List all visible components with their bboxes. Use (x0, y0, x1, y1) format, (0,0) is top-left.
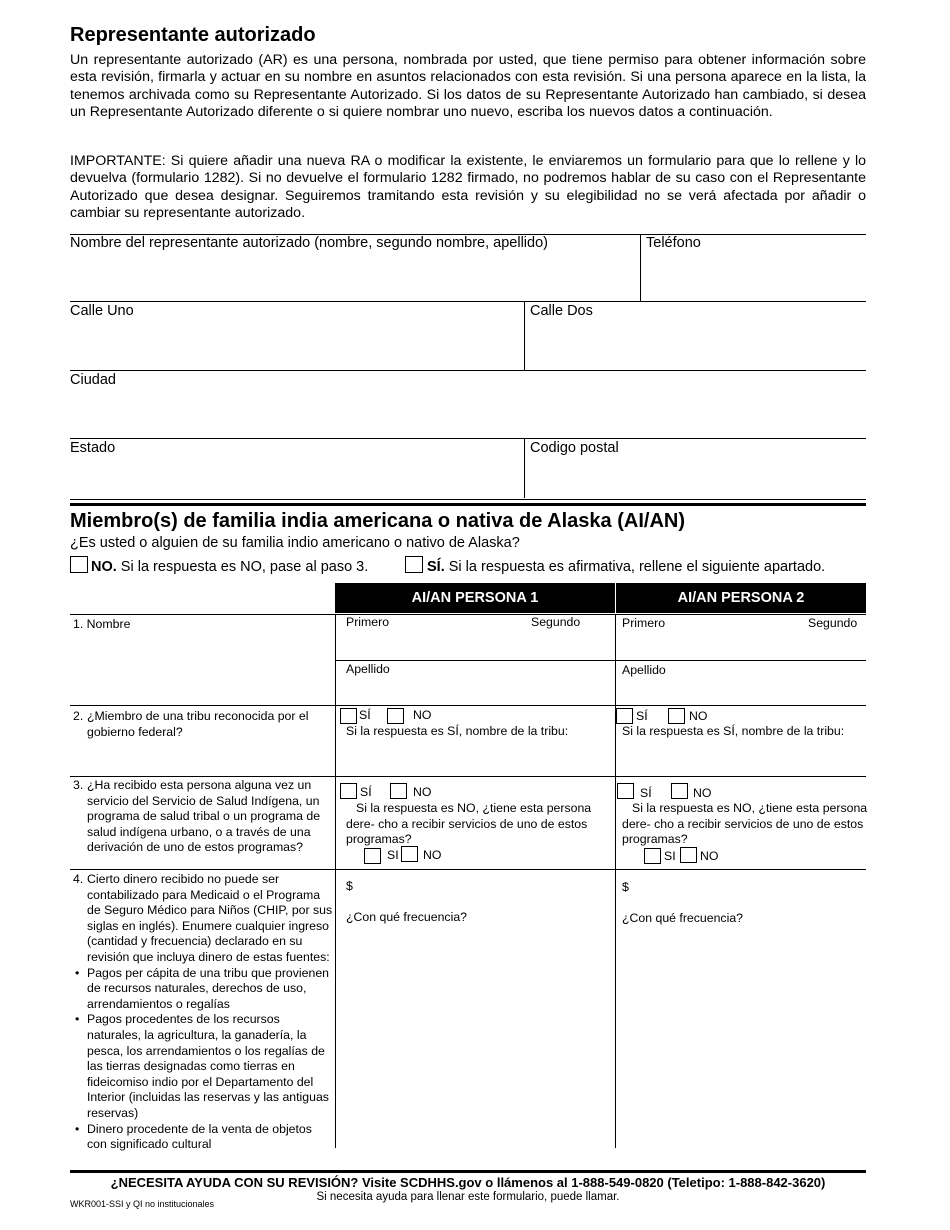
q2-label (73, 709, 335, 740)
p1-eligible-si-checkbox[interactable] (364, 848, 381, 864)
footer-help-line: ¿NECESITA AYUDA CON SU REVISIÓN? Visite SCDHHS.gov o llámenos al 1-888-549-0820 (Teletipo: 1-888-842-3620) (110, 1175, 826, 1190)
p1-frequency-label: ¿Con qué frecuencia? (346, 910, 467, 924)
city-field[interactable] (70, 391, 864, 436)
p2-last-name-input[interactable] (620, 678, 864, 704)
q2-text: ¿Miembro de una tribu reconocida por el gobierno federal? (87, 709, 309, 739)
q1-label: 1. Nombre (73, 617, 131, 631)
p2-eligible-si-checkbox[interactable] (644, 848, 661, 864)
divider (524, 301, 525, 370)
aian-yes-text: Si la respuesta es afirmativa, rellene el siguiente apartado. (444, 559, 826, 575)
divider (70, 499, 866, 500)
p2-tribe-prompt: Si la respuesta es SÍ, nombre de la tribu: (622, 724, 845, 738)
p2-ihs-si-label: SÍ (640, 786, 652, 800)
persona1-header: AI/AN PERSONA 1 (335, 583, 615, 613)
aian-yes-option (427, 559, 825, 575)
aian-no-text: Si la respuesta es NO, pase al paso 3. (116, 559, 369, 575)
p1-ihs-no-checkbox[interactable] (390, 783, 407, 799)
p2-ihs-no-label: NO (693, 786, 712, 800)
divider (335, 614, 336, 1148)
p1-tribe-prompt: Si la respuesta es SÍ, nombre de la tribu: (346, 724, 569, 738)
p2-tribe-no-checkbox[interactable] (668, 708, 685, 724)
q4-bullet: • Dinero procedente de la venta de objetos con significado cultural (75, 1121, 312, 1152)
divider (524, 438, 525, 498)
p2-eligible-no-label: NO (700, 849, 719, 863)
divider (70, 370, 866, 371)
state-field[interactable] (70, 459, 520, 497)
divider (70, 614, 866, 615)
divider (335, 660, 866, 661)
q4-number: 4. (73, 872, 84, 886)
section-title-authorized-rep: Representante autorizado (70, 24, 316, 46)
p1-first-label: Primero (346, 615, 390, 629)
q3-number: 3. (73, 778, 84, 792)
p1-eligible-no-checkbox[interactable] (401, 846, 418, 862)
p1-ihs-followup: Si la respuesta es NO, ¿tiene esta persona dere- cho a recibir servicios de uno de estos programas? (346, 801, 592, 847)
aian-yes-label: SÍ. (427, 559, 445, 575)
p1-tribe-name-input[interactable] (340, 742, 610, 774)
p1-frequency-input[interactable] (340, 927, 610, 967)
q3-text: ¿Ha recibido esta persona alguna vez un servicio del Servicio de Salud Indígena, un programa de salud tribal o un programa de salud indígena urbano, o a través de una derivación de uno de estos programas? (87, 778, 321, 855)
q4-bullet-text: Dinero procedente de la venta de objetos con significado cultural (87, 1121, 312, 1152)
divider (70, 301, 866, 302)
aian-no-option (91, 559, 368, 575)
q4-bullet: • Pagos per cápita de una tribu que provienen de recursos naturales, derechos de uso, arrendamientos o regalías (75, 965, 330, 1011)
p2-middle-label: Segundo (808, 616, 858, 630)
p1-tribe-si-checkbox[interactable] (340, 708, 357, 724)
p2-ihs-si-checkbox[interactable] (617, 783, 634, 799)
p1-ihs-si-label: SÍ (360, 785, 372, 799)
p1-ihs-si-checkbox[interactable] (340, 783, 357, 799)
p1-last-label: Apellido (346, 662, 390, 676)
p1-ihs-no-label: NO (413, 785, 432, 799)
ar-description: Un representante autorizado (AR) es una persona, nombrada por usted, que tiene permiso para obtener información sobre esta revisión, firmarla y actuar en su nombre en asuntos relacionados con esta revisión. Si una persona aparece en la lista, la tenemos archivada como su Representante Autorizado. Si los datos de su Representante Autorizado han cambiado, si desea un Representante Autorizado diferente o si quiere nombrar uno nuevo, escriba los nuevos datos a continuación. (70, 52, 866, 120)
p2-eligible-si-label: SI (664, 849, 676, 863)
p1-first-name-input[interactable] (340, 632, 610, 658)
aian-no-label: NO. (91, 559, 117, 575)
p2-frequency-input[interactable] (620, 927, 864, 967)
p1-dollar-sign: $ (346, 879, 353, 893)
p2-tribe-no-label: NO (689, 709, 708, 723)
ar-phone-field-label: Teléfono (646, 235, 701, 251)
divider (615, 614, 616, 1148)
aian-yes-checkbox[interactable] (405, 556, 423, 573)
ar-phone-field[interactable] (646, 255, 864, 299)
divider (70, 776, 866, 777)
p1-middle-label: Segundo (531, 615, 581, 629)
aian-question: ¿Es usted o alguien de su familia indio americano o nativo de Alaska? (70, 535, 520, 551)
p2-first-name-input[interactable] (620, 632, 864, 658)
p2-ihs-no-checkbox[interactable] (671, 783, 688, 799)
footer-sub-line: Si necesita ayuda para llenar este formulario, puede llamar. (316, 1191, 620, 1203)
p2-last-label: Apellido (622, 663, 666, 677)
divider (70, 438, 866, 439)
q3-label (73, 778, 335, 856)
street2-field[interactable] (530, 322, 864, 368)
p2-eligible-no-checkbox[interactable] (680, 847, 697, 863)
p2-tribe-si-label: SÍ (636, 709, 648, 723)
form-code: WKR001-SSI y QI no institucionales (70, 1199, 215, 1209)
p2-ihs-followup: Si la respuesta es NO, ¿tiene esta persona dere- cho a recibir servicios de uno de estos programas? (622, 801, 868, 847)
p1-eligible-no-label: NO (423, 848, 442, 862)
p2-frequency-label: ¿Con qué frecuencia? (622, 911, 743, 925)
p1-tribe-no-label: NO (413, 708, 432, 722)
ar-important-note: IMPORTANTE: Si quiere añadir una nueva RA o modificar la existente, le enviaremos un formulario para que lo rellene y lo devuelva (formulario 1282). Si no devuelve el formulario 1282 firmado, no podremos hablar de su caso con el Representante Autorizado que desea designar. Seguiremos tramitando esta revisión y su elegibilidad no se verá afectada por añadir o cambiar su representante autorizado. (70, 153, 866, 221)
q4-bullet: • Pagos procedentes de los recursos naturales, la agricultura, la ganadería, la pesca, los arrendamientos o los regalías de las tierras designadas como tierras en fideicomiso indio por el Departamento del Interior (incluidas las reservas y las antiguas reservas) (75, 1012, 329, 1120)
q4-text: Cierto dinero recibido no puede ser contabilizado para Medicaid o el Programa de Seguro Médico para Niños (CHIP, por sus siglas en inglés). Enumere cualquier ingreso (cantidad y frecuencia) declarado en su revisión que incluya dinero de estas fuentes: (87, 872, 333, 964)
zip-field-label: Codigo postal (530, 440, 619, 456)
p2-tribe-name-input[interactable] (620, 742, 864, 774)
q4-label (73, 872, 335, 1153)
ar-name-field-label: Nombre del representante autorizado (nombre, segundo nombre, apellido) (70, 235, 548, 251)
p2-dollar-sign: $ (622, 880, 629, 894)
state-field-label: Estado (70, 440, 116, 456)
footer-divider (70, 1170, 866, 1173)
street1-field[interactable] (70, 322, 520, 368)
q2-number: 2. (73, 709, 84, 723)
street1-field-label: Calle Uno (70, 303, 134, 319)
street2-field-label: Calle Dos (530, 303, 593, 319)
aian-no-checkbox[interactable] (70, 556, 88, 573)
p1-tribe-no-checkbox[interactable] (387, 708, 404, 724)
p2-tribe-si-checkbox[interactable] (616, 708, 633, 724)
q4-bullet-text: Pagos per cápita de una tribu que provienen de recursos naturales, derechos de uso, arrendamientos o regalías (87, 965, 330, 1011)
persona2-header: AI/AN PERSONA 2 (616, 583, 866, 613)
p2-amount-input[interactable] (632, 876, 864, 896)
p1-tribe-si-label: SÍ (359, 708, 371, 722)
section-divider-thick (70, 503, 866, 506)
p1-eligible-si-label: SI (387, 848, 399, 862)
divider (70, 869, 866, 870)
divider (640, 234, 641, 301)
p1-last-name-input[interactable] (340, 678, 610, 704)
section-title-aian: Miembro(s) de familia india americana o nativa de Alaska (AI/AN) (70, 510, 685, 532)
city-field-label: Ciudad (70, 372, 116, 388)
divider (70, 705, 866, 706)
q4-bullet-text: Pagos procedentes de los recursos naturales, la agricultura, la ganadería, la pesca, los arrendamientos o los regalías de las tierras designadas como tierras en fideicomiso indio por el Departamento del Interior (incluidas las reservas y las antiguas reservas) (87, 1012, 329, 1120)
p1-amount-input[interactable] (356, 876, 610, 896)
ar-name-field[interactable] (70, 255, 636, 299)
zip-field[interactable] (530, 459, 864, 497)
p2-first-label: Primero (622, 616, 666, 630)
